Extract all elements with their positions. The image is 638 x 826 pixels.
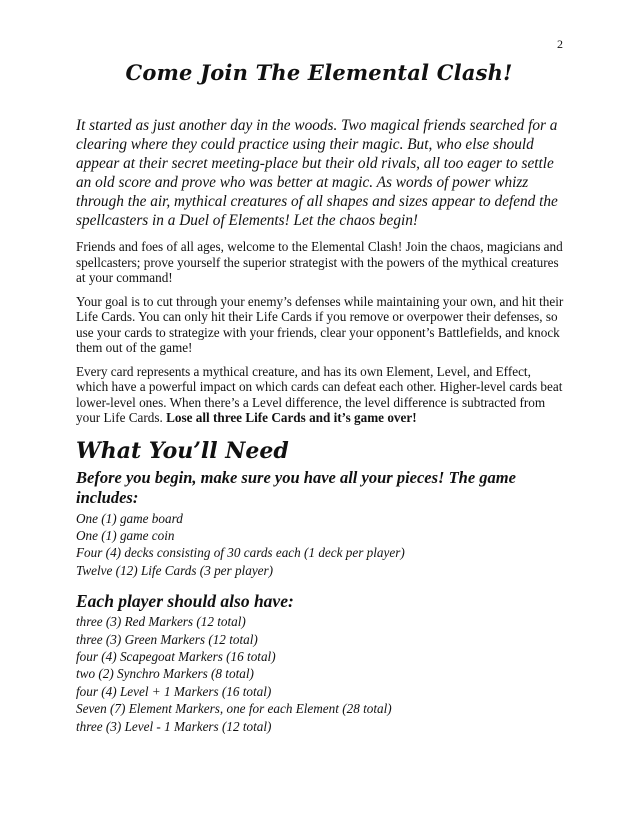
main-content [76,116,564,747]
section-heading-each-player: Each player should also have: [76,591,294,612]
list-item: One (1) game coin [76,527,175,543]
list-item: Four (4) decks consisting of 30 cards each (1 deck per player) [76,545,405,561]
list-item: four (4) Scapegoat Markers (16 total) [76,648,276,664]
list-item: two (2) Synchro Markers (8 total) [76,666,254,682]
list-item: Seven (7) Element Markers, one for each Element (28 total) [76,701,392,717]
list-item: three (3) Level - 1 Markers (12 total) [76,718,272,734]
intro-story: It started as just another day in the woods. Two magical friends searched for a clearing where they could practice using their magic. But, who else should appear at their secret meeting-place but their old rivals, all too eager to settle an old score and prove who was better at magic. As words of power whizz through the air, mythical creatures of all shapes and sizes appear to defend the spellcasters in a Duel of Elements! Let the chaos begin! [76,117,558,229]
welcome-paragraph: Friends and foes of all ages, welcome to the Elemental Clash! Join the chaos, magicians and spellcasters; prove yourself the superior strategist with the powers of the mythical creatures at your command! [76,239,563,285]
section-heading-what-you-need: What You’ll Need [76,437,289,464]
player-markers-list [76,613,564,735]
list-item: three (3) Green Markers (12 total) [76,631,258,647]
list-item: One (1) game board [76,510,183,526]
game-over-rule: Lose all three Life Cards and it’s game over! [166,410,417,425]
card-rules-paragraph [76,364,564,426]
game-contents-list [76,510,564,580]
page-number: 2 [557,37,563,51]
list-item: three (3) Red Markers (12 total) [76,614,246,630]
card-rules-text: Every card represents a mythical creature, and has its own Element, Level, and Effect, which have a powerful impact on which cards can defeat each other. Higher-level cards beat lower-level ones. When there’s a Level difference, the level difference is subtracted from your Life Cards. [76,363,563,425]
game-includes-lead: Before you begin, make sure you have all your pieces! The game includes: [76,467,516,507]
goal-paragraph: Your goal is to cut through your enemy’s defenses while maintaining your own, and hit their Life Cards. You can only hit their Life Cards if you remove or overpower their defenses, so use your cards to strategize with your friends, clear your opponent’s Battlefields, and knock them out of the game! [76,293,564,355]
list-item: four (4) Level + 1 Markers (16 total) [76,683,272,699]
page-title: Come Join The Elemental Clash! [125,60,513,85]
list-item: Twelve (12) Life Cards (3 per player) [76,562,274,578]
